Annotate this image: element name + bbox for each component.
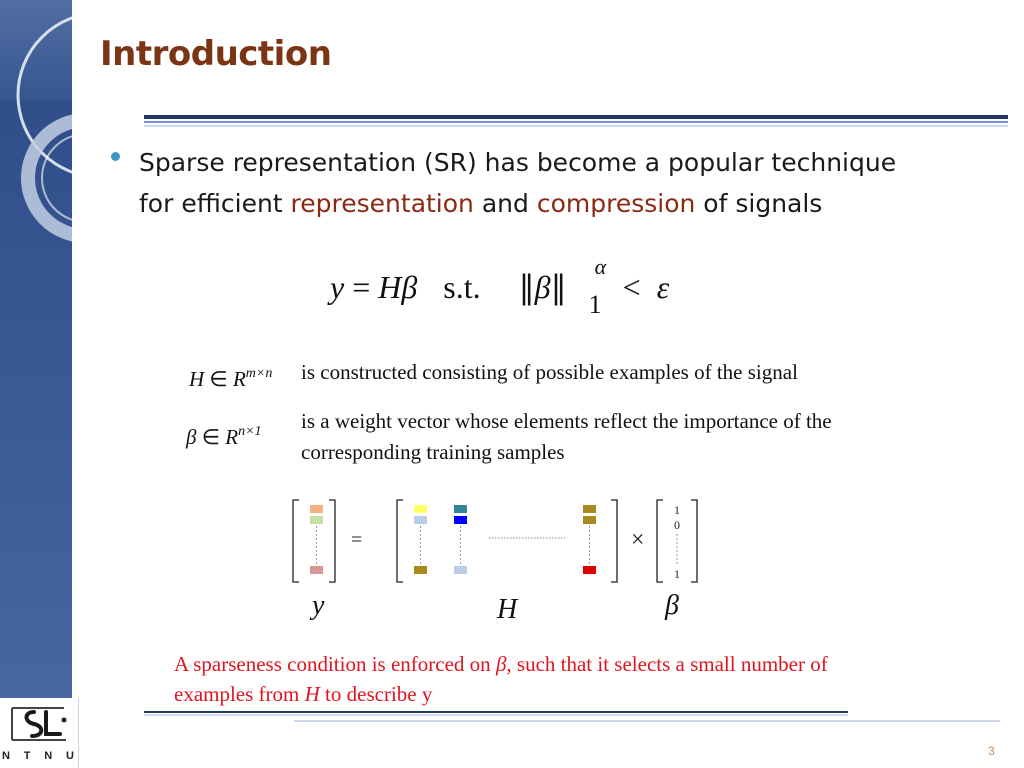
def-line: corresponding training samples xyxy=(301,440,565,464)
logo-letter: T xyxy=(23,750,31,762)
note-H: H xyxy=(304,682,320,706)
beta-vector xyxy=(657,500,697,582)
beta-entry: 1 xyxy=(674,503,680,517)
y-entry xyxy=(310,505,323,513)
university-logo xyxy=(0,698,79,768)
H-entry xyxy=(454,505,467,513)
H-entry xyxy=(414,566,427,574)
note-beta: β xyxy=(495,652,507,676)
formula-rhs: Hβ xyxy=(378,269,418,305)
note-line-2 xyxy=(174,679,994,709)
def-dims: m×n xyxy=(245,366,273,381)
def-symbol: β xyxy=(186,425,197,449)
beta-entry: 1 xyxy=(674,567,680,581)
def-set: R xyxy=(232,367,246,391)
formula-epsilon: ε xyxy=(656,269,670,305)
note-segment: , such that it selects a small number of xyxy=(506,652,828,676)
matrix-diagram xyxy=(285,494,725,594)
definition-beta-text xyxy=(301,406,981,468)
definition-H-text: is constructed consisting of possible examples of the signal xyxy=(301,360,798,384)
logo-letter: N xyxy=(2,750,10,762)
definition-H-symbol: H ∈ $R^{m\times n}$ xyxy=(189,366,273,391)
bullet-text xyxy=(139,142,999,224)
def-set: R xyxy=(225,425,239,449)
note-segment: A sparseness condition is enforced on xyxy=(174,652,496,676)
slide-title: Introduction xyxy=(100,34,332,74)
beta-entry: 0 xyxy=(674,518,680,532)
norm-subscript: 1 xyxy=(588,290,602,319)
H-entry xyxy=(454,516,467,524)
bullet-text-segment: of signals xyxy=(695,189,823,218)
sidebar-arcs xyxy=(0,0,72,768)
H-entry xyxy=(583,566,596,574)
logo-mark-icon xyxy=(4,702,74,746)
highlight-compression: compression xyxy=(536,189,696,218)
times-sign: × xyxy=(631,527,645,553)
formula-st: s.t. xyxy=(443,269,481,305)
bullet-line-1: Sparse representation (SR) has become a popular technique xyxy=(139,148,897,177)
label-H: H xyxy=(497,594,518,625)
formula-lt: < xyxy=(622,269,641,305)
bullet-marker xyxy=(111,152,120,161)
label-beta: β xyxy=(665,590,679,621)
note-segment: examples from xyxy=(174,682,305,706)
bullet-text-segment: for efficient xyxy=(139,189,291,218)
formula-eq: = xyxy=(344,269,379,305)
H-matrix xyxy=(397,500,617,582)
H-entry xyxy=(454,566,467,574)
y-entry xyxy=(310,566,323,574)
footer-rule xyxy=(144,710,1008,724)
note-segment: to describe y xyxy=(319,682,433,706)
logo-letters xyxy=(2,750,74,762)
sparseness-note xyxy=(174,649,994,709)
definition-beta-symbol: β ∈ $R^{n\times 1}$ xyxy=(186,424,262,449)
highlight-representation: representation xyxy=(290,189,474,218)
formula-y: y xyxy=(330,269,345,305)
y-vector xyxy=(293,500,335,582)
def-symbol: H xyxy=(189,367,205,391)
bullet-text-segment: and xyxy=(473,189,537,218)
norm-bar-right: ‖ xyxy=(550,268,567,306)
norm-exponent: α xyxy=(594,254,607,279)
norm-var: β xyxy=(534,269,551,305)
sidebar-decoration xyxy=(0,0,72,768)
equals-sign: = xyxy=(351,529,363,551)
sparse-formula xyxy=(330,254,670,319)
page-number: 3 xyxy=(988,744,995,758)
logo-letter: N xyxy=(44,750,53,762)
note-line-1 xyxy=(174,649,994,679)
logo-letter: U xyxy=(66,750,74,762)
y-entry xyxy=(310,516,323,524)
H-entry xyxy=(583,516,596,524)
label-y: y xyxy=(312,590,325,621)
def-dims: n×1 xyxy=(238,424,262,439)
def-line: is a weight vector whose elements reflect the importance of the xyxy=(301,409,832,433)
title-underline xyxy=(144,114,1008,128)
bullet-line-2 xyxy=(139,183,999,224)
H-entry xyxy=(414,505,427,513)
H-entry xyxy=(583,505,596,513)
H-entry xyxy=(414,516,427,524)
formula-norm xyxy=(518,254,607,319)
norm-bar-left: ‖ xyxy=(518,268,535,306)
